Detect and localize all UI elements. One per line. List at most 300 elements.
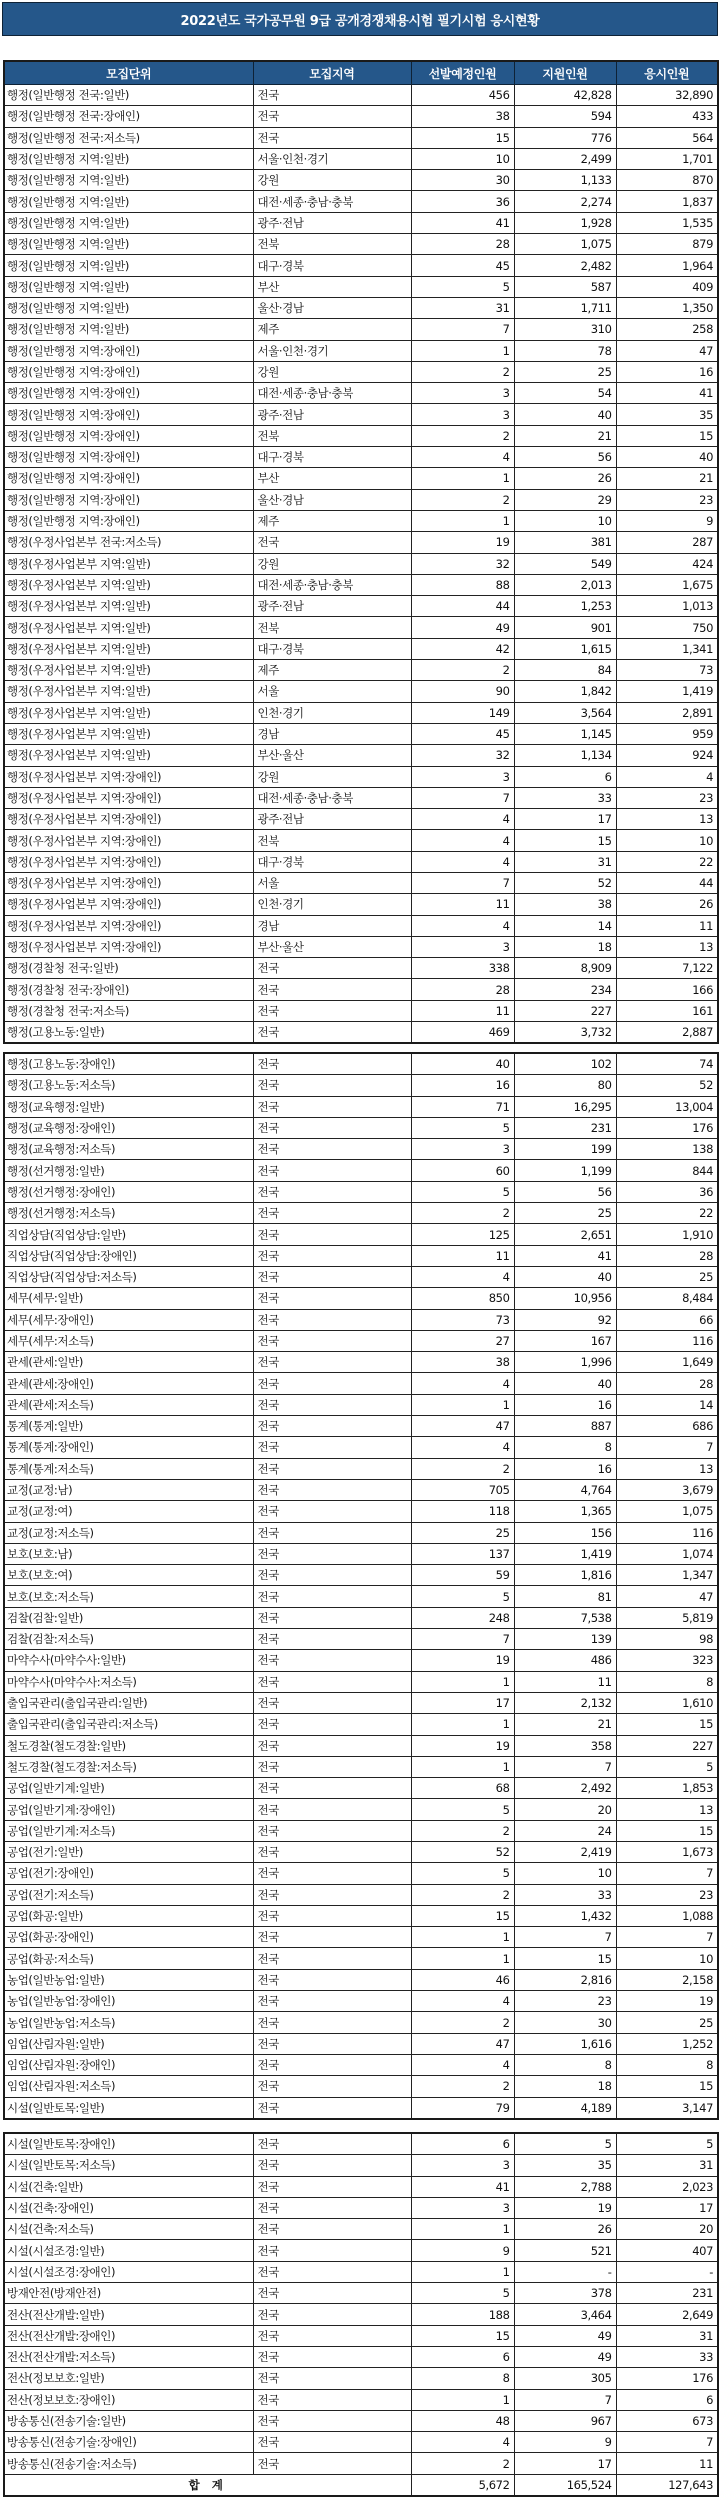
cell-unit: 행정(일반행정 지역:장애인) <box>4 404 253 425</box>
cell-applied: 156 <box>514 1522 616 1543</box>
cell-unit: 마약수사(마약수사:저소득) <box>4 1671 253 1692</box>
cell-unit: 행정(일반행정 지역:장애인) <box>4 510 253 531</box>
cell-attended: 23 <box>616 1884 718 1905</box>
cell-region: 전국 <box>253 1373 411 1394</box>
cell-attended: 31 <box>616 2325 718 2346</box>
cell-applied: 78 <box>514 340 616 361</box>
cell-region: 전북 <box>253 617 411 638</box>
cell-applied: 1,928 <box>514 212 616 233</box>
table-row <box>4 1075 718 1096</box>
cell-unit: 행정(일반행정 지역:일반) <box>4 297 253 318</box>
cell-planned: 705 <box>411 1479 514 1500</box>
cell-region: 전국 <box>253 1437 411 1458</box>
cell-attended: 32,890 <box>616 85 718 106</box>
cell-applied: 1,134 <box>514 745 616 766</box>
cell-region: 전국 <box>253 2325 411 2346</box>
cell-planned: 5 <box>411 1799 514 1820</box>
column-header-applied: 지원인원 <box>514 61 616 85</box>
cell-planned: 38 <box>411 1352 514 1373</box>
cell-unit: 직업상담(직업상담:장애인) <box>4 1245 253 1266</box>
cell-attended: 166 <box>616 979 718 1000</box>
cell-applied: 25 <box>514 1203 616 1224</box>
cell-attended: 35 <box>616 404 718 425</box>
cell-planned: 3 <box>411 936 514 957</box>
cell-unit: 시설(일반토목:저소득) <box>4 2155 253 2176</box>
cell-planned: 4 <box>411 1266 514 1287</box>
cell-region: 전국 <box>253 1820 411 1841</box>
cell-planned: 118 <box>411 1501 514 1522</box>
cell-attended: 1,649 <box>616 1352 718 1373</box>
cell-planned: 456 <box>411 85 514 106</box>
cell-planned: 41 <box>411 2176 514 2197</box>
total-label: 합 계 <box>4 2474 411 2496</box>
cell-unit: 직업상담(직업상담:저소득) <box>4 1266 253 1287</box>
cell-unit: 공업(전기:일반) <box>4 1841 253 1862</box>
table-row <box>4 915 718 936</box>
table-row <box>4 1586 718 1607</box>
table-row <box>4 1778 718 1799</box>
cell-unit: 교정(교정:저소득) <box>4 1522 253 1543</box>
cell-applied: 7 <box>514 1927 616 1948</box>
cell-attended: 10 <box>616 1948 718 1969</box>
table-header-row <box>4 61 718 85</box>
table-row <box>4 1501 718 1522</box>
cell-region: 전국 <box>253 2453 411 2474</box>
cell-unit: 행정(우정사업본부 지역:일반) <box>4 553 253 574</box>
cell-region: 전국 <box>253 532 411 553</box>
cell-unit: 행정(우정사업본부 지역:장애인) <box>4 766 253 787</box>
cell-planned: 46 <box>411 1969 514 1990</box>
cell-unit: 마약수사(마약수사:일반) <box>4 1650 253 1671</box>
cell-unit: 행정(고용노동:장애인) <box>4 1053 253 1075</box>
cell-attended: 7 <box>616 1863 718 1884</box>
column-header-region: 모집지역 <box>253 61 411 85</box>
cell-applied: 967 <box>514 2410 616 2431</box>
table-row <box>4 510 718 531</box>
table-row <box>4 1458 718 1479</box>
cell-applied: 231 <box>514 1117 616 1138</box>
cell-attended: 5 <box>616 2133 718 2155</box>
cell-attended: 19 <box>616 1991 718 2012</box>
table-row <box>4 1820 718 1841</box>
cell-unit: 세무(세무:일반) <box>4 1288 253 1309</box>
cell-unit: 행정(일반행정 지역:일반) <box>4 170 253 191</box>
cell-unit: 교정(교정:여) <box>4 1501 253 1522</box>
total-planned: 5,672 <box>411 2474 514 2496</box>
cell-region: 전국 <box>253 1735 411 1756</box>
cell-applied: 26 <box>514 468 616 489</box>
cell-attended: 16 <box>616 361 718 382</box>
cell-unit: 시설(건축:장애인) <box>4 2197 253 2218</box>
cell-planned: 17 <box>411 1692 514 1713</box>
table-row <box>4 1309 718 1330</box>
cell-applied: 8 <box>514 1437 616 1458</box>
cell-attended: 2,887 <box>616 1022 718 1044</box>
table-row <box>4 1714 718 1735</box>
cell-region: 전국 <box>253 85 411 106</box>
cell-applied: 21 <box>514 425 616 446</box>
cell-planned: 6 <box>411 2133 514 2155</box>
cell-applied: 20 <box>514 1799 616 1820</box>
cell-applied: 7 <box>514 2389 616 2410</box>
cell-region: 전국 <box>253 2197 411 2218</box>
cell-applied: 1,133 <box>514 170 616 191</box>
table-row <box>4 1756 718 1777</box>
cell-unit: 행정(우정사업본부 지역:장애인) <box>4 915 253 936</box>
cell-planned: 44 <box>411 596 514 617</box>
cell-applied: 1,615 <box>514 638 616 659</box>
table-row <box>4 1266 718 1287</box>
cell-region: 전국 <box>253 2368 411 2389</box>
cell-planned: 7 <box>411 319 514 340</box>
cell-applied: 486 <box>514 1650 616 1671</box>
cell-region: 부산·울산 <box>253 936 411 957</box>
cell-unit: 공업(화공:저소득) <box>4 1948 253 1969</box>
cell-planned: 5 <box>411 1586 514 1607</box>
cell-attended: 116 <box>616 1330 718 1351</box>
table-body <box>4 2133 718 2474</box>
cell-attended: 8 <box>616 2054 718 2075</box>
cell-attended: 66 <box>616 1309 718 1330</box>
cell-unit: 세무(세무:저소득) <box>4 1330 253 1351</box>
cell-attended: 13 <box>616 1458 718 1479</box>
column-header-unit: 모집단위 <box>4 61 253 85</box>
page-title: 2022년도 국가공무원 9급 공개경쟁채용시험 필기시험 응시현황 <box>2 2 718 36</box>
table-row <box>4 1022 718 1044</box>
cell-region: 제주 <box>253 319 411 340</box>
cell-unit: 관세(관세:일반) <box>4 1352 253 1373</box>
cell-planned: 1 <box>411 1948 514 1969</box>
table-row <box>4 532 718 553</box>
cell-region: 전국 <box>253 1479 411 1500</box>
cell-planned: 5 <box>411 2283 514 2304</box>
cell-applied: 80 <box>514 1075 616 1096</box>
cell-planned: 27 <box>411 1330 514 1351</box>
cell-planned: 32 <box>411 745 514 766</box>
cell-unit: 농업(일반농업:저소득) <box>4 2012 253 2033</box>
cell-planned: 36 <box>411 191 514 212</box>
table-row <box>4 148 718 169</box>
cell-applied: 15 <box>514 1948 616 1969</box>
cell-region: 인천·경기 <box>253 702 411 723</box>
cell-region: 전국 <box>253 1096 411 1117</box>
table-row <box>4 1373 718 1394</box>
table-row <box>4 2097 718 2119</box>
cell-unit: 공업(화공:일반) <box>4 1905 253 1926</box>
table-row <box>4 447 718 468</box>
cell-attended: 14 <box>616 1394 718 1415</box>
cell-region: 전국 <box>253 1969 411 1990</box>
cell-planned: 3 <box>411 2197 514 2218</box>
cell-planned: 25 <box>411 1522 514 1543</box>
cell-unit: 행정(일반행정 지역:일반) <box>4 255 253 276</box>
cell-attended: 673 <box>616 2410 718 2431</box>
cell-region: 광주·전남 <box>253 212 411 233</box>
cell-region: 제주 <box>253 660 411 681</box>
cell-attended: 25 <box>616 2012 718 2033</box>
cell-planned: 149 <box>411 702 514 723</box>
table-row <box>4 1841 718 1862</box>
table-row <box>4 2219 718 2240</box>
cell-region: 경남 <box>253 723 411 744</box>
table-row <box>4 2304 718 2325</box>
cell-planned: 68 <box>411 1778 514 1799</box>
cell-region: 제주 <box>253 510 411 531</box>
cell-applied: 10,956 <box>514 1288 616 1309</box>
cell-applied: 358 <box>514 1735 616 1756</box>
cell-planned: 15 <box>411 2325 514 2346</box>
cell-region: 전국 <box>253 2176 411 2197</box>
cell-planned: 2 <box>411 489 514 510</box>
cell-attended: 3,147 <box>616 2097 718 2119</box>
cell-region: 강원 <box>253 361 411 382</box>
cell-region: 부산·울산 <box>253 745 411 766</box>
cell-applied: 521 <box>514 2240 616 2261</box>
table-row <box>4 425 718 446</box>
cell-attended: 11 <box>616 2453 718 2474</box>
cell-region: 전국 <box>253 1756 411 1777</box>
table-row <box>4 702 718 723</box>
cell-applied: 1,842 <box>514 681 616 702</box>
table-row <box>4 574 718 595</box>
cell-planned: 15 <box>411 127 514 148</box>
exam-status-table-part-2 <box>3 1052 719 2120</box>
cell-applied: 1,432 <box>514 1905 616 1926</box>
cell-applied: 7,538 <box>514 1607 616 1628</box>
cell-applied: 1,616 <box>514 2033 616 2054</box>
cell-unit: 전산(전산개발:장애인) <box>4 2325 253 2346</box>
cell-applied: 18 <box>514 936 616 957</box>
cell-planned: 32 <box>411 553 514 574</box>
cell-attended: 1,088 <box>616 1905 718 1926</box>
cell-region: 대구·경북 <box>253 255 411 276</box>
cell-attended: 26 <box>616 894 718 915</box>
table-row <box>4 1607 718 1628</box>
cell-applied: 9 <box>514 2432 616 2453</box>
cell-unit: 검찰(검찰:저소득) <box>4 1629 253 1650</box>
cell-planned: 1 <box>411 1927 514 1948</box>
cell-unit: 행정(우정사업본부 지역:일반) <box>4 702 253 723</box>
table-row <box>4 127 718 148</box>
cell-attended: 1,673 <box>616 1841 718 1862</box>
cell-applied: 30 <box>514 2012 616 2033</box>
table-row <box>4 340 718 361</box>
cell-attended: 22 <box>616 851 718 872</box>
cell-attended: 21 <box>616 468 718 489</box>
cell-attended: 6 <box>616 2389 718 2410</box>
cell-region: 서울 <box>253 681 411 702</box>
table-row <box>4 383 718 404</box>
cell-region: 전국 <box>253 1629 411 1650</box>
cell-attended: 13 <box>616 1799 718 1820</box>
cell-region: 대전·세종·충남·충북 <box>253 574 411 595</box>
cell-applied: 587 <box>514 276 616 297</box>
cell-applied: 139 <box>514 1629 616 1650</box>
cell-attended: 1,252 <box>616 2033 718 2054</box>
cell-applied: 2,651 <box>514 1224 616 1245</box>
cell-unit: 행정(일반행정 지역:장애인) <box>4 383 253 404</box>
table-row <box>4 1671 718 1692</box>
cell-applied: 8,909 <box>514 958 616 979</box>
cell-planned: 7 <box>411 787 514 808</box>
cell-attended: 23 <box>616 489 718 510</box>
column-header-planned: 선발예정인원 <box>411 61 514 85</box>
cell-attended: 1,419 <box>616 681 718 702</box>
cell-attended: 2,158 <box>616 1969 718 1990</box>
cell-unit: 행정(우정사업본부 지역:장애인) <box>4 787 253 808</box>
cell-region: 전국 <box>253 2012 411 2033</box>
cell-region: 전국 <box>253 1501 411 1522</box>
cell-applied: 35 <box>514 2155 616 2176</box>
table-row <box>4 1479 718 1500</box>
table-row <box>4 191 718 212</box>
cell-unit: 행정(우정사업본부 지역:장애인) <box>4 851 253 872</box>
cell-planned: 6 <box>411 2346 514 2367</box>
table-row <box>4 1565 718 1586</box>
cell-unit: 행정(일반행정 지역:장애인) <box>4 425 253 446</box>
cell-attended: 17 <box>616 2197 718 2218</box>
cell-region: 전국 <box>253 1841 411 1862</box>
cell-attended: 7 <box>616 1927 718 1948</box>
table-row <box>4 787 718 808</box>
cell-applied: 16 <box>514 1394 616 1415</box>
table-row <box>4 1245 718 1266</box>
cell-planned: 7 <box>411 1629 514 1650</box>
table-row <box>4 872 718 893</box>
cell-planned: 125 <box>411 1224 514 1245</box>
cell-planned: 469 <box>411 1022 514 1044</box>
cell-region: 전국 <box>253 1309 411 1330</box>
cell-applied: 2,482 <box>514 255 616 276</box>
cell-attended: 9 <box>616 510 718 531</box>
cell-planned: 88 <box>411 574 514 595</box>
cell-planned: 4 <box>411 809 514 830</box>
cell-unit: 시설(일반토목:일반) <box>4 2097 253 2119</box>
table-row <box>4 2240 718 2261</box>
table-row <box>4 2054 718 2075</box>
cell-applied: 15 <box>514 830 616 851</box>
cell-attended: 5 <box>616 1756 718 1777</box>
cell-region: 전국 <box>253 1799 411 1820</box>
table-row <box>4 1991 718 2012</box>
cell-region: 전국 <box>253 1905 411 1926</box>
cell-applied: 5 <box>514 2133 616 2155</box>
table-row <box>4 958 718 979</box>
cell-planned: 4 <box>411 2054 514 2075</box>
cell-region: 대구·경북 <box>253 638 411 659</box>
cell-attended: 15 <box>616 425 718 446</box>
cell-unit: 전산(전산개발:저소득) <box>4 2346 253 2367</box>
cell-applied: 40 <box>514 404 616 425</box>
cell-attended: 4 <box>616 766 718 787</box>
cell-planned: 60 <box>411 1160 514 1181</box>
cell-planned: 4 <box>411 1991 514 2012</box>
cell-attended: 1,341 <box>616 638 718 659</box>
cell-region: 강원 <box>253 766 411 787</box>
cell-attended: 409 <box>616 276 718 297</box>
cell-applied: 1,253 <box>514 596 616 617</box>
cell-planned: 41 <box>411 212 514 233</box>
cell-applied: 378 <box>514 2283 616 2304</box>
table-row <box>4 1650 718 1671</box>
cell-unit: 행정(우정사업본부 지역:일반) <box>4 745 253 766</box>
cell-planned: 15 <box>411 1905 514 1926</box>
cell-applied: 29 <box>514 489 616 510</box>
cell-applied: 199 <box>514 1139 616 1160</box>
cell-planned: 4 <box>411 2432 514 2453</box>
cell-region: 전국 <box>253 1565 411 1586</box>
cell-unit: 행정(일반행정 전국:일반) <box>4 85 253 106</box>
cell-unit: 임업(산림자원:저소득) <box>4 2076 253 2097</box>
cell-unit: 임업(산림자원:일반) <box>4 2033 253 2054</box>
cell-planned: 248 <box>411 1607 514 1628</box>
cell-unit: 세무(세무:장애인) <box>4 1309 253 1330</box>
cell-attended: 2,023 <box>616 2176 718 2197</box>
cell-attended: 47 <box>616 340 718 361</box>
cell-attended: 161 <box>616 1000 718 1021</box>
cell-attended: 98 <box>616 1629 718 1650</box>
cell-region: 전국 <box>253 1053 411 1075</box>
cell-planned: 48 <box>411 2410 514 2431</box>
cell-region: 인천·경기 <box>253 894 411 915</box>
cell-region: 서울 <box>253 872 411 893</box>
cell-planned: 5 <box>411 1181 514 1202</box>
cell-region: 강원 <box>253 553 411 574</box>
cell-applied: - <box>514 2261 616 2282</box>
cell-attended: 23 <box>616 787 718 808</box>
cell-attended: 1,347 <box>616 1565 718 1586</box>
cell-unit: 행정(우정사업본부 지역:장애인) <box>4 830 253 851</box>
cell-planned: 2 <box>411 2012 514 2033</box>
total-applied: 165,524 <box>514 2474 616 2496</box>
table-row <box>4 85 718 106</box>
table-row <box>4 1224 718 1245</box>
table-row <box>4 1969 718 1990</box>
cell-planned: 40 <box>411 1053 514 1075</box>
cell-region: 전국 <box>253 1522 411 1543</box>
cell-unit: 행정(경찰청 전국:장애인) <box>4 979 253 1000</box>
cell-region: 전국 <box>253 1266 411 1287</box>
cell-region: 전국 <box>253 1352 411 1373</box>
cell-unit: 행정(일반행정 지역:장애인) <box>4 361 253 382</box>
cell-applied: 40 <box>514 1373 616 1394</box>
table-row <box>4 1416 718 1437</box>
cell-applied: 227 <box>514 1000 616 1021</box>
cell-region: 전국 <box>253 1288 411 1309</box>
cell-region: 전국 <box>253 1543 411 1564</box>
table-row <box>4 1522 718 1543</box>
cell-attended: 28 <box>616 1373 718 1394</box>
cell-region: 경남 <box>253 915 411 936</box>
table-row <box>4 1863 718 1884</box>
cell-applied: 33 <box>514 787 616 808</box>
cell-planned: 9 <box>411 2240 514 2261</box>
cell-applied: 2,132 <box>514 1692 616 1713</box>
table-row <box>4 2261 718 2282</box>
table-row <box>4 255 718 276</box>
cell-region: 전국 <box>253 2261 411 2282</box>
cell-applied: 381 <box>514 532 616 553</box>
cell-planned: 45 <box>411 255 514 276</box>
cell-applied: 42,828 <box>514 85 616 106</box>
cell-planned: 2 <box>411 1884 514 1905</box>
cell-planned: 79 <box>411 2097 514 2119</box>
cell-unit: 행정(우정사업본부 지역:장애인) <box>4 809 253 830</box>
cell-applied: 40 <box>514 1266 616 1287</box>
cell-region: 전국 <box>253 1224 411 1245</box>
cell-applied: 2,419 <box>514 1841 616 1862</box>
cell-planned: 4 <box>411 1437 514 1458</box>
